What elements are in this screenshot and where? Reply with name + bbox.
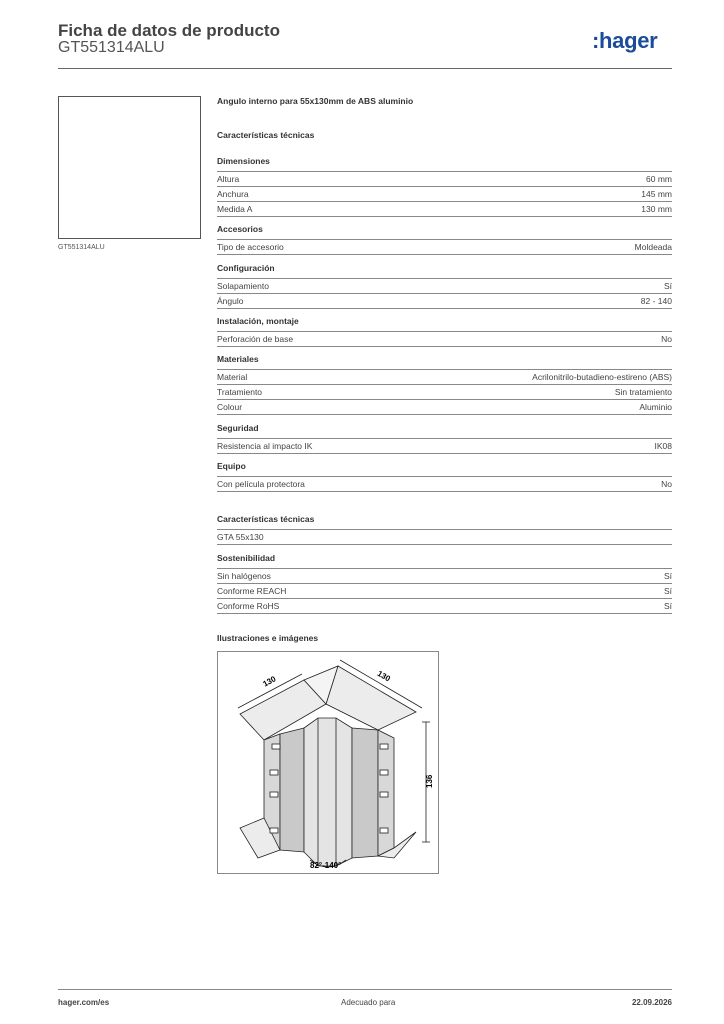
- characteristics-heading: Características técnicas: [217, 130, 315, 140]
- page-title: Ficha de datos de producto: [58, 21, 280, 40]
- spec-value: Sí: [663, 586, 672, 596]
- spec-label: Ángulo: [217, 296, 244, 306]
- footer-website[interactable]: hager.com/es: [58, 998, 110, 1007]
- spec-label: Colour: [217, 402, 243, 412]
- footer-date: 22.09.2026: [631, 998, 672, 1007]
- spec-row: [217, 171, 672, 186]
- section-heading: Instalación, montaje: [217, 316, 299, 326]
- illustrations-heading: Ilustraciones e imágenes: [217, 633, 319, 643]
- logo-text: hager: [599, 28, 658, 53]
- spec-row: [217, 239, 672, 254]
- spec-row: [217, 293, 672, 308]
- spec-row: [217, 476, 672, 491]
- spec-label: Solapamiento: [217, 281, 269, 291]
- section-end-divider: [217, 414, 672, 415]
- spec-row: [217, 384, 672, 399]
- section-end-divider: [217, 216, 672, 217]
- footer-divider: [58, 989, 672, 990]
- technical-drawing: [217, 651, 439, 874]
- section-heading: Características técnicas: [217, 514, 315, 524]
- spec-value: 145 mm: [641, 189, 672, 199]
- spec-row: [217, 568, 672, 583]
- spec-label: Conforme REACH: [217, 586, 287, 596]
- spec-value: Aluminio: [639, 402, 672, 412]
- spec-row: [217, 598, 672, 613]
- section-heading: Configuración: [217, 263, 275, 273]
- spec-value: Sí: [663, 571, 672, 581]
- spec-label: Sin halógenos: [217, 571, 271, 581]
- section-heading: Dimensiones: [217, 156, 270, 166]
- section-end-divider: [217, 613, 672, 614]
- product-image-caption: GT551314ALU: [58, 244, 105, 251]
- spec-value: No: [661, 334, 672, 344]
- spec-row: [217, 438, 672, 453]
- spec-label: Resistencia al impacto IK: [217, 441, 313, 451]
- spec-label: Tratamiento: [217, 387, 263, 397]
- spec-value: 130 mm: [641, 204, 672, 214]
- spec-label: Anchura: [217, 189, 249, 199]
- spec-row: [217, 186, 672, 201]
- drawing-svg: [218, 652, 438, 873]
- spec-value: Sin tratamiento: [614, 387, 672, 397]
- dim-right-label: 130: [375, 668, 392, 684]
- spec-value: 82 - 140: [640, 296, 672, 306]
- spec-label: GTA 55x130: [217, 532, 264, 542]
- spec-row: [217, 369, 672, 384]
- spec-label: Con película protectora: [217, 479, 305, 489]
- section-end-divider: [217, 453, 672, 454]
- footer-suitable-for: Adecuado para: [341, 998, 396, 1007]
- spec-value: Moldeada: [634, 242, 672, 252]
- section-heading: Sostenibilidad: [217, 553, 276, 563]
- spec-value: Sí: [663, 281, 672, 291]
- spec-value: No: [661, 479, 672, 489]
- section-end-divider: [217, 254, 672, 255]
- product-image: [58, 96, 201, 239]
- spec-label: Material: [217, 372, 248, 382]
- section-end-divider: [217, 346, 672, 347]
- section-end-divider: [217, 491, 672, 492]
- section-heading: Seguridad: [217, 423, 259, 433]
- spec-value: Acrilonitrilo-butadieno-estireno (ABS): [532, 372, 672, 382]
- spec-label: Perforación de base: [217, 334, 294, 344]
- spec-row: [217, 331, 672, 346]
- spec-row: [217, 201, 672, 216]
- section-end-divider: [217, 308, 672, 309]
- spec-label: Tipo de accesorio: [217, 242, 284, 252]
- spec-value: 60 mm: [646, 174, 672, 184]
- spec-label: Altura: [217, 174, 240, 184]
- dim-height-label: 136: [425, 774, 434, 788]
- product-description: Angulo interno para 55x130mm de ABS aluminio: [217, 96, 414, 106]
- spec-row: [217, 278, 672, 293]
- spec-label: Medida A: [217, 204, 253, 214]
- header-divider: [58, 68, 672, 69]
- spec-row: [217, 529, 672, 544]
- hager-logo: :hager: [592, 28, 658, 53]
- dim-angle-label: 82°-140°: [310, 861, 342, 870]
- section-heading: Equipo: [217, 461, 246, 471]
- dim-left-label: 130: [261, 674, 278, 689]
- section-end-divider: [217, 544, 672, 545]
- spec-value: IK08: [654, 441, 672, 451]
- section-heading: Accesorios: [217, 224, 263, 234]
- spec-label: Conforme RoHS: [217, 601, 280, 611]
- product-code: GT551314ALU: [58, 39, 165, 56]
- spec-row: [217, 399, 672, 414]
- spec-value: Sí: [663, 601, 672, 611]
- spec-row: [217, 583, 672, 598]
- section-heading: Materiales: [217, 354, 259, 364]
